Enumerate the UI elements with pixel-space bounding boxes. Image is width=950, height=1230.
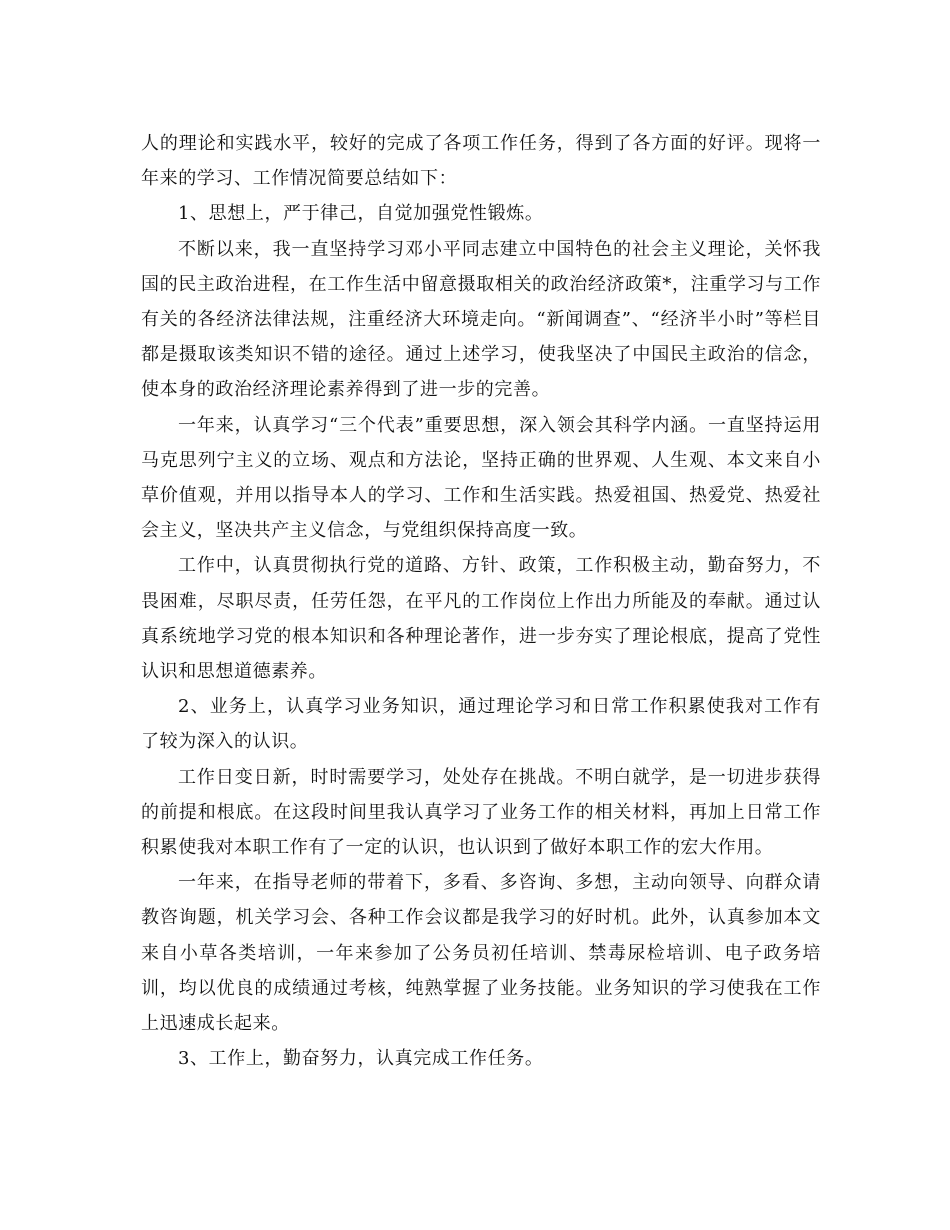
paragraph-7: 工作日变日新，时时需要学习，处处存在挑战。不明白就学，是一切进步获得的前提和根底。在这段时间里我认真学习了业务工作的相关材料，再加上日常工作积累使我对本职工作有了一定的认识，也认识到了做好本职工作的宏大作用。: [141, 766, 821, 859]
document-body: [141, 126, 821, 1076]
paragraph-2-heading: 1、思想上，严于律己，自觉加强党性锻炼。: [178, 203, 544, 225]
paragraph-8: 一年来，在指导老师的带着下，多看、多咨询、多想，主动向领导、向群众请教咨询题，机关学习会、各种工作会议都是我学习的好时机。此外，认真参加本文来自小草各类培训，一年来参加了公务员初任培训、禁毒尿检培训、电子政务培训，均以优良的成绩通过考核，纯熟掌握了业务技能。业务知识的学习使我在工作上迅速成长起来。: [141, 872, 821, 1035]
paragraph-4: 一年来，认真学习“三个代表”重要思想，深入领会其科学内涵。一直坚持运用马克思列宁主义的立场、观点和方法论，坚持正确的世界观、人生观、本文来自小草价值观，并用以指导本人的学习、工作和生活实践。热爱祖国、热爱党、热爱社会主义，坚决共产主义信念，与党组织保持高度一致。: [141, 414, 821, 542]
paragraph-5: 工作中，认真贯彻执行党的道路、方针、政策，工作积极主动，勤奋努力，不畏困难，尽职尽责，任劳任怨，在平凡的工作岗位上作出力所能及的奉献。通过认真系统地学习党的根本知识和各种理论著作，进一步夯实了理论根底，提高了党性认识和思想道德素养。: [141, 555, 821, 683]
paragraph-3: 不断以来，我一直坚持学习邓小平同志建立中国特色的社会主义理论，关怀我国的民主政治进程，在工作生活中留意摄取相关的政治经济政策*，注重学习与工作有关的各经济法律法规，注重经济大环境走向。“新闻调查”、“经济半小时”等栏目都是摄取该类知识不错的途径。通过上述学习，使我坚决了中国民主政治的信念，使本身的政治经济理论素养得到了进一步的完善。: [141, 238, 821, 401]
paragraph-9-heading: 3、工作上，勤奋努力，认真完成工作任务。: [178, 1048, 544, 1070]
paragraph-1: 人的理论和实践水平，较好的完成了各项工作任务，得到了各方面的好评。现将一年来的学习、工作情况简要总结如下：: [141, 133, 821, 190]
paragraph-6-heading: 2、业务上，认真学习业务知识，通过理论学习和日常工作积累使我对工作有了较为深入的认识。: [141, 696, 821, 753]
